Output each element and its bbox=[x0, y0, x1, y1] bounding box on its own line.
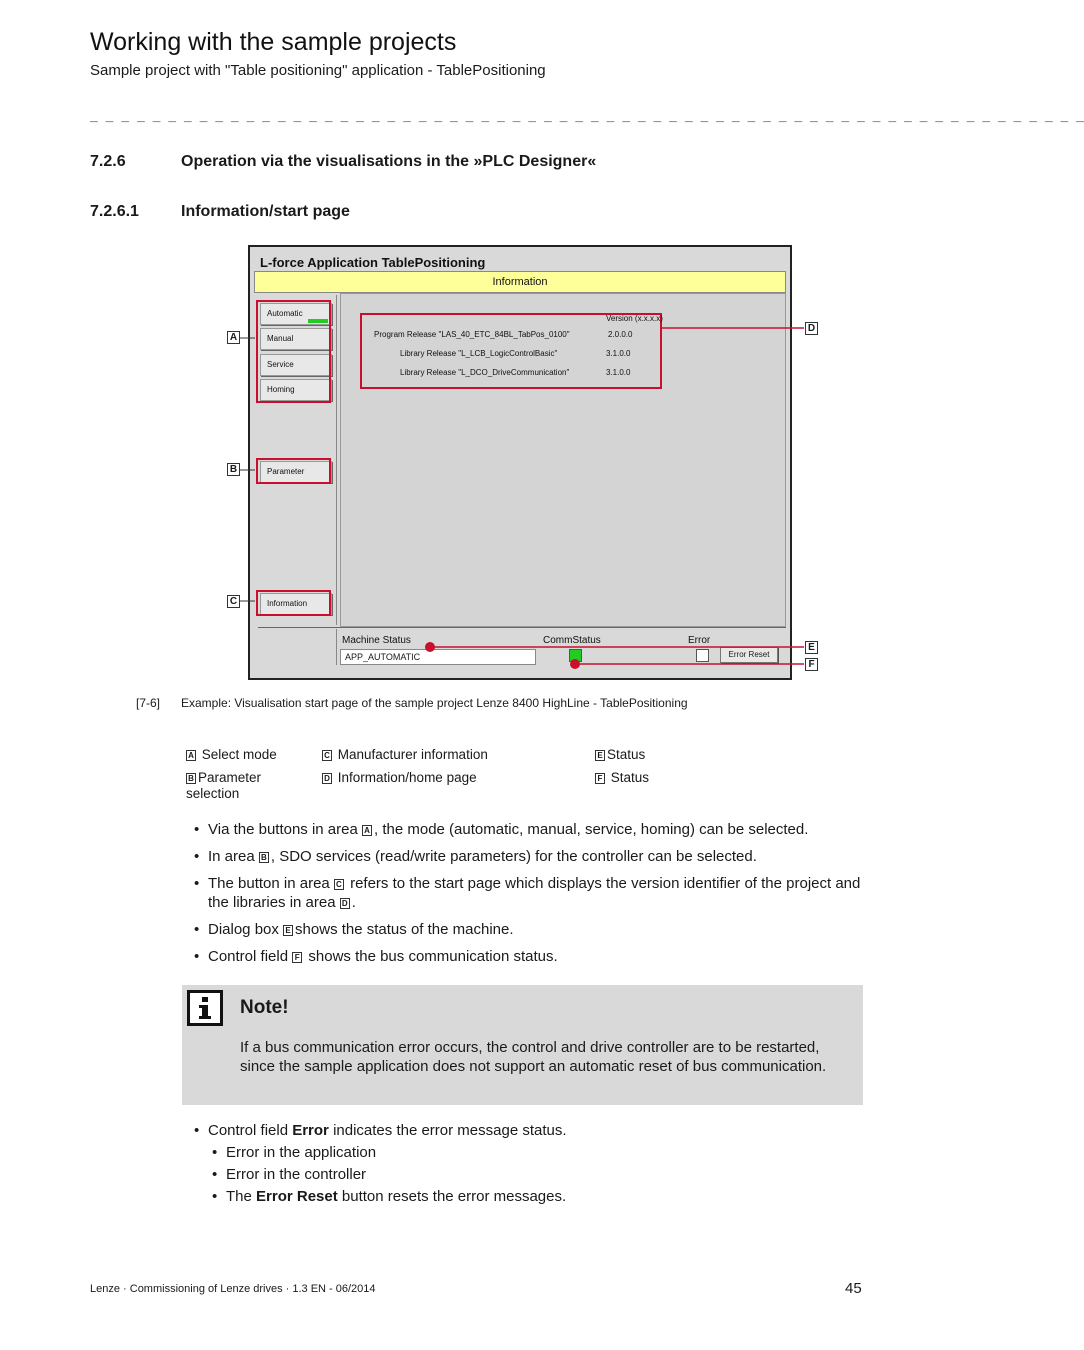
callout-c: C bbox=[227, 595, 240, 608]
version-header: Version (x.x.x.x) bbox=[606, 314, 663, 323]
footer-text: Lenze · Commissioning of Lenze drives · 1.3 EN - 06/2014 bbox=[90, 1283, 376, 1295]
information-bar: Information bbox=[254, 271, 786, 293]
machine-status-label: Machine Status bbox=[342, 635, 411, 646]
list-item: • Control field Error indicates the error message status. • Error in the application • Error in the controller • The Error Reset button resets the error messages. bbox=[190, 1121, 865, 1206]
machine-status-field: APP_AUTOMATIC bbox=[340, 649, 536, 665]
legend-text: Manufacturer information bbox=[337, 747, 488, 762]
error-sublist bbox=[208, 1143, 865, 1206]
page-header-subtitle: Sample project with "Table positioning" application - TablePositioning bbox=[90, 62, 546, 79]
legend-key: C bbox=[322, 750, 332, 761]
homing-button[interactable]: Homing bbox=[260, 379, 332, 401]
callout-f: F bbox=[805, 658, 818, 671]
note-box bbox=[182, 985, 863, 1105]
version-value: 2.0.0.0 bbox=[608, 330, 633, 339]
app-title: L-force Application TablePositioning bbox=[260, 255, 486, 270]
list-item: • Dialog box E shows the status of the machine. bbox=[190, 920, 865, 939]
legend-text: Status bbox=[610, 770, 650, 785]
legend-key: A bbox=[186, 750, 196, 761]
parameter-button[interactable]: Parameter bbox=[260, 461, 332, 483]
figure-caption: Example: Visualisation start page of the sample project Lenze 8400 HighLine - TablePositioning bbox=[181, 696, 688, 710]
error-list bbox=[190, 1121, 865, 1209]
error-reset-button[interactable]: Error Reset bbox=[720, 647, 778, 663]
legend-f bbox=[595, 770, 649, 785]
automatic-button[interactable]: Automatic bbox=[260, 303, 332, 325]
legend-key: B bbox=[186, 773, 196, 784]
version-label: Program Release "LAS_40_ETC_84BL_TabPos_0100" bbox=[374, 330, 570, 339]
legend-text: Select mode bbox=[201, 747, 277, 762]
subsection-number: 7.2.6.1 bbox=[90, 203, 139, 220]
version-label: Library Release "L_DCO_DriveCommunication" bbox=[400, 368, 570, 377]
version-value: 3.1.0.0 bbox=[606, 349, 631, 358]
information-button[interactable]: Information bbox=[260, 593, 332, 615]
legend-key: E bbox=[595, 750, 605, 761]
subsection-title: Information/start page bbox=[181, 203, 350, 220]
note-title: Note! bbox=[240, 997, 289, 1018]
list-item: • Error in the controller bbox=[208, 1165, 865, 1184]
list-item: • Via the buttons in area A , the mode (automatic, manual, service, homing) can be selected. bbox=[190, 820, 865, 839]
legend-key: F bbox=[595, 773, 605, 784]
legend-b bbox=[186, 770, 296, 802]
callout-d: D bbox=[805, 322, 818, 335]
legend-c bbox=[322, 747, 488, 762]
list-item: • In area B , SDO services (read/write parameters) for the controller can be selected. bbox=[190, 847, 865, 866]
header-divider: _ _ _ _ _ _ _ _ _ _ _ _ _ _ _ _ _ _ _ _ _ _ _ _ _ _ _ _ _ _ _ _ _ _ _ _ _ _ _ _ _ _ _ _ _ _ _ _ _ _ _ _ _ _ _ _ _ _ _ _ _ _ _ _ bbox=[90, 108, 1084, 123]
callout-e: E bbox=[805, 641, 818, 654]
legend-e bbox=[595, 747, 645, 762]
callout-dot-f bbox=[570, 659, 580, 669]
page-header-title: Working with the sample projects bbox=[90, 28, 457, 56]
section-title: Operation via the visualisations in the »PLC Designer« bbox=[181, 153, 597, 170]
version-label: Library Release "L_LCB_LogicControlBasic" bbox=[400, 349, 558, 358]
page-number: 45 bbox=[845, 1280, 862, 1297]
list-item: • Control field F shows the bus communication status. bbox=[190, 947, 865, 966]
callout-a: A bbox=[227, 331, 240, 344]
section-number: 7.2.6 bbox=[90, 153, 126, 170]
figure-number: [7-6] bbox=[136, 696, 161, 710]
list-item: • Error in the application bbox=[208, 1143, 865, 1162]
description-list bbox=[190, 820, 865, 974]
service-button[interactable]: Service bbox=[260, 354, 332, 376]
info-icon bbox=[187, 990, 223, 1026]
legend-text: Information/home page bbox=[337, 770, 477, 785]
legend-d bbox=[322, 770, 477, 785]
legend-a bbox=[186, 747, 306, 762]
comm-status-label: CommStatus bbox=[543, 635, 601, 646]
callout-b: B bbox=[227, 463, 240, 476]
manual-button[interactable]: Manual bbox=[260, 328, 332, 350]
legend-text: Parameter selection bbox=[186, 770, 262, 801]
legend-text: Status bbox=[607, 747, 646, 762]
callout-dot-e bbox=[425, 642, 435, 652]
legend-key: D bbox=[322, 773, 332, 784]
version-value: 3.1.0.0 bbox=[606, 368, 631, 377]
list-item: • The Error Reset button resets the error messages. bbox=[208, 1187, 865, 1206]
list-item: • The button in area C refers to the start page which displays the version identifier of the project and the libraries in area D . bbox=[190, 874, 865, 912]
note-body: If a bus communication error occurs, the control and drive controller are to be restarted, since the sample application does not support an automatic reset of bus communication. bbox=[240, 1039, 827, 1075]
error-label: Error bbox=[688, 635, 711, 646]
